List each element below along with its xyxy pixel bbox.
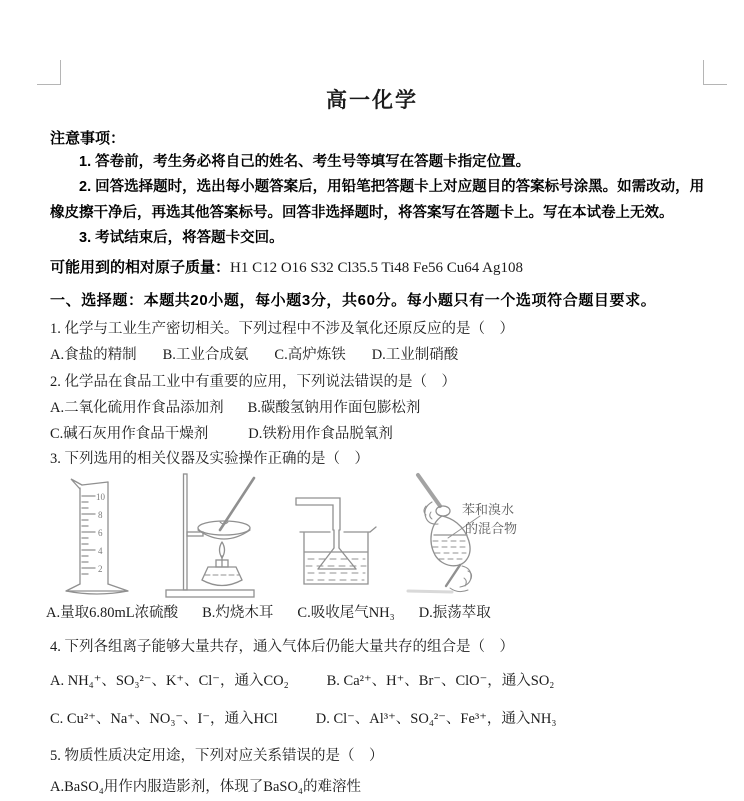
q5-option-a: A.BaSO₄用作内服造影剂，体现了BaSO₄的难溶性: [50, 779, 361, 795]
funnel-annotation-line2: 的混合物: [465, 521, 518, 536]
notice-item-3: 3. 考试结束后，将答题卡交回。: [79, 230, 284, 247]
q3-option-a: A.量取6.80mL浓硫酸: [46, 605, 179, 621]
q2-option-a: A.二氧化硫用作食品添加剂: [50, 400, 224, 416]
corner-mark-top-right-vertical: [703, 60, 704, 84]
q2-option-c: C.碱石灰用作食品干燥剂: [50, 426, 209, 442]
q4-option-a: A. NH₄⁺、SO₃²⁻、K⁺、Cl⁻，通入CO₂: [50, 673, 289, 689]
q2-option-d: D.铁粉用作食品脱氧剂: [248, 426, 393, 442]
q3-option-d: D.振荡萃取: [418, 605, 491, 621]
graduated-cylinder-figure: [58, 476, 136, 598]
q3-option-c: C.吸收尾气NH₃: [297, 605, 395, 621]
cylinder-scale-2: 2: [98, 564, 103, 574]
question-2-options-row1: [50, 396, 420, 417]
q4-option-c: C. Cu²⁺、Na⁺、NO₃⁻、I⁻，通入HCl: [50, 711, 278, 727]
question-3-options: [46, 601, 491, 622]
question-2-options-row2: [50, 422, 393, 443]
notice-item-1: 1. 答卷前，考生务必将自己的姓名、考生号等填写在答题卡指定位置。: [79, 154, 531, 170]
question-4-options-row1: [50, 669, 554, 690]
q1-option-a: A.食盐的精制: [50, 347, 137, 363]
atomic-mass-line: [50, 256, 523, 277]
page-title: 高一化学: [326, 88, 418, 112]
q3-option-b: B.灼烧木耳: [202, 605, 274, 621]
question-5-stem: 5. 物质性质决定用途，下列对应关系错误的是（ ）: [50, 748, 384, 764]
q1-option-d: D.工业制硝酸: [371, 347, 459, 363]
cylinder-scale-8: 8: [98, 510, 103, 520]
gas-absorption-figure: [292, 486, 380, 592]
corner-mark-top-left-vertical: [60, 60, 61, 84]
q4-option-d: D. Cl⁻、Al³⁺、SO₄²⁻、Fe³⁺，通入NH₃: [315, 711, 557, 727]
notice-list: [50, 150, 708, 252]
question-3-stem: 3. 下列选用的相关仪器及实验操作正确的是（ ）: [50, 451, 369, 467]
q1-option-b: B.工业合成氨: [162, 347, 249, 363]
funnel-annotation: [462, 500, 517, 538]
question-1-stem: 1. 化学与工业生产密切相关。下列过程中不涉及氧化还原反应的是（ ）: [50, 321, 514, 337]
question-4-stem: 4. 下列各组离子能够大量共存，通入气体后仍能大量共存的组合是（ ）: [50, 639, 514, 655]
cylinder-scale-4: 4: [98, 546, 103, 556]
notice-item-2: 2. 回答选择题时，选出每小题答案后，用铅笔把答题卡上对应题目的答案标号涂黑。如需改动，用橡皮擦干净后，再选其他答案标号。回答非选择题时，将答案写在答题卡上。写在本试卷上无效。: [50, 179, 705, 221]
atomic-mass-values: H1 C12 O16 S32 Cl35.5 Ti48 Fe56 Cu64 Ag108: [230, 260, 523, 276]
evaporation-stand-figure: [160, 468, 265, 602]
notice-heading: 注意事项：: [50, 130, 126, 147]
question-4-options-row2: [50, 707, 556, 728]
q1-option-c: C.高炉炼铁: [274, 347, 346, 363]
section-heading: 一、选择题：本题共20小题，每小题3分，共60分。每小题只有一个选项符合题目要求。: [50, 292, 657, 309]
q2-option-b: B.碳酸氢钠用作面包膨松剂: [247, 400, 421, 416]
question-2-stem: 2. 化学品在食品工业中有重要的应用，下列说法错误的是（ ）: [50, 374, 456, 390]
q4-option-b: B. Ca²⁺、H⁺、Br⁻、ClO⁻，通入SO₂: [326, 673, 555, 689]
question-1-options: [50, 343, 458, 364]
atomic-mass-label: 可能用到的相对原子质量：: [50, 259, 231, 276]
cylinder-scale-6: 6: [98, 528, 103, 538]
cylinder-scale-10: 10: [96, 492, 105, 502]
funnel-annotation-line1: 苯和溴水: [462, 502, 515, 517]
